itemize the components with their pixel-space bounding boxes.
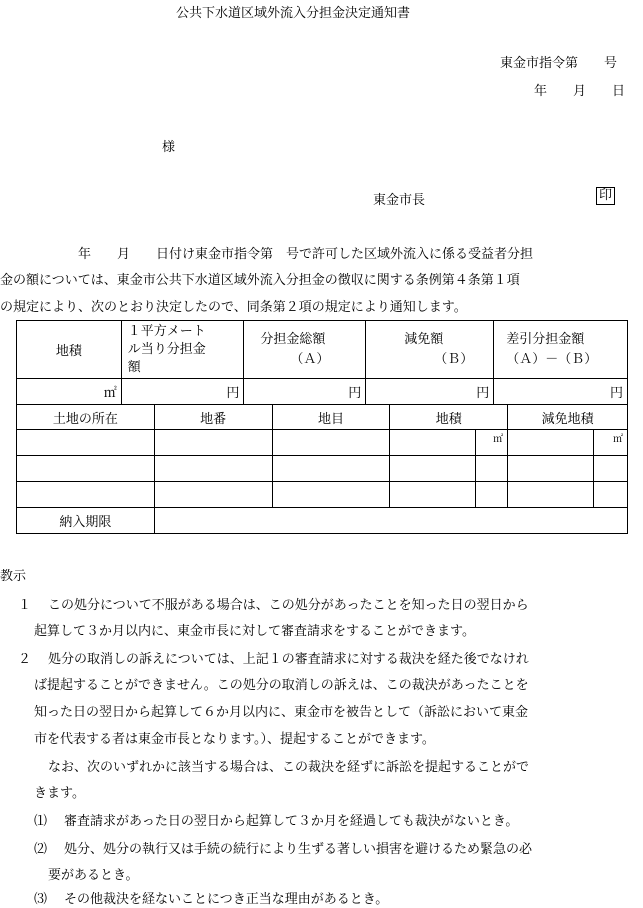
note-line-1: なお、次のいずれかに該当する場合は、この裁決を経ずに訴訟を提起することがで [48, 760, 530, 775]
deadline-label: 納入期限 [17, 508, 155, 534]
table-row [17, 456, 628, 482]
land-area-unit-cell [476, 482, 508, 508]
sub1-text: 審査請求があった日の翌日から起算して３か月を経過しても裁決がないとき。 [64, 814, 519, 829]
sub2-line-1: 処分、処分の執行又は手続の続行により生ずる著しい損害を避けるため緊急の必 [64, 842, 533, 857]
charge-table [16, 320, 628, 405]
reduced-area-cell [508, 456, 594, 482]
item1-line-2: 起算して３か月以内に、東金市長に対して審査請求をすることができます。 [34, 624, 475, 639]
item2-line-4: 市を代表する者は東金市長となります。）、提起することができます。 [34, 732, 435, 747]
unit-price-value-cell: 円 [121, 379, 244, 405]
header-location: 土地の所在 [17, 405, 155, 430]
location-cell [17, 430, 155, 456]
reduced-area-cell [508, 430, 594, 456]
reduction-value-cell: 円 [366, 379, 494, 405]
land-category-cell [272, 456, 390, 482]
reduced-area-unit-cell [593, 482, 627, 508]
location-cell [17, 456, 155, 482]
sub2-number: ⑵ [34, 842, 48, 857]
lot-number-cell [154, 430, 272, 456]
land-table [16, 404, 628, 534]
land-area-cell [390, 482, 476, 508]
land-category-cell [272, 482, 390, 508]
header-lot-number: 地番 [154, 405, 272, 430]
addressee-suffix: 様 [162, 140, 176, 155]
location-cell [17, 482, 155, 508]
document-number: 東金市指令第 号 [500, 56, 618, 71]
reduced-area-unit: ㎡ [593, 430, 627, 456]
intro-line-2: 金の額については、東金市公共下水道区域外流入分担金の徴収に関する条例第４条第１項 [0, 273, 520, 288]
document-title: 公共下水道区域外流入分担金決定通知書 [176, 6, 411, 21]
header-unit-price: １平方メート ル当り分担金 額 [121, 321, 244, 379]
header-reduction: 減免額 （Ｂ） [366, 321, 494, 379]
deadline-value-cell [154, 508, 627, 534]
item2-line-3: 知った日の翌日から起算して６か月以内に、東金市を被告として（訴訟において東金 [34, 705, 529, 720]
item2-line-1: 処分の取消しの訴えについては、上記１の審査請求に対する裁決を経た後でなけれ [48, 652, 529, 667]
seal-mark [596, 187, 615, 205]
intro-line-3: の規定により、次のとおり決定したので、同条第２項の規定により通知します。 [0, 300, 467, 315]
intro-line-1: 年 月 日付け東金市指令第 号で許可した区域外流入に係る受益者分担 [78, 247, 534, 262]
sub3-text: その他裁決を経ないことにつき正当な理由があるとき。 [64, 892, 389, 907]
header-area: 地積 [17, 321, 122, 379]
land-area-cell [390, 456, 476, 482]
instruction-heading: 教示 [0, 569, 27, 584]
seal-text: 印 [596, 187, 615, 205]
header-balance: 差引分担金額 （Ａ）－（Ｂ） [494, 321, 628, 379]
reduced-area-cell [508, 482, 594, 508]
land-category-cell [272, 430, 390, 456]
table-row [17, 430, 628, 456]
item2-line-2: ば提起することができません。この処分の取消しの訴えは、この裁決があったことを [34, 678, 529, 693]
land-area-cell [390, 430, 476, 456]
header-total: 分担金総額 （Ａ） [244, 321, 366, 379]
sub1-number: ⑴ [34, 814, 48, 829]
total-value-cell: 円 [244, 379, 366, 405]
sub3-number: ⑶ [34, 892, 48, 907]
table-row [17, 482, 628, 508]
document-date: 年 月 日 [534, 84, 626, 99]
land-area-unit-cell [476, 456, 508, 482]
note-line-2: きます。 [34, 786, 85, 801]
sub2-line-2: 要があるとき。 [48, 868, 139, 883]
item2-number: ２ [18, 652, 32, 667]
issuer-name: 東金市長 [373, 193, 426, 208]
lot-number-cell [154, 456, 272, 482]
area-value-cell: ㎡ [17, 379, 122, 405]
header-land-area: 地積 [390, 405, 508, 430]
reduced-area-unit-cell [593, 456, 627, 482]
header-land-category: 地目 [272, 405, 390, 430]
header-reduced-area: 減免地積 [508, 405, 628, 430]
item1-line-1: この処分について不服がある場合は、この処分があったことを知った日の翌日から [48, 598, 529, 613]
land-area-unit: ㎡ [476, 430, 508, 456]
item1-number: １ [18, 598, 32, 613]
balance-value-cell: 円 [494, 379, 628, 405]
lot-number-cell [154, 482, 272, 508]
